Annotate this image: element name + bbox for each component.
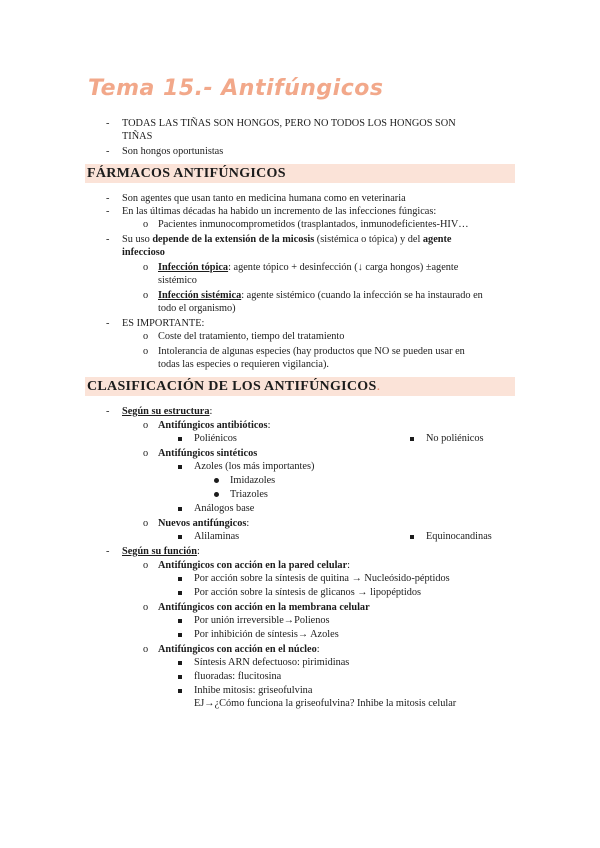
s1-topica-line1 — [158, 261, 458, 274]
estructura-g1-colon: : — [267, 420, 271, 431]
estructura-g3-item1: Alilaminas — [194, 531, 240, 542]
circle-marker: o — [143, 560, 149, 571]
dash-marker: - — [106, 546, 110, 557]
s1-bullet-2: En las últimas décadas ha habido un incremento de las infecciones fúngicas: — [122, 206, 437, 217]
s1-sistemica-text: : agente sistémico (cuando la infección se ha instaurado en — [241, 290, 483, 301]
square-marker — [178, 465, 182, 469]
estructura-label-line — [122, 405, 212, 418]
estructura-g1-item2: No poliénicos — [426, 433, 484, 444]
estructura-label: Según su estructura — [122, 406, 210, 417]
funcion-g1-colon: : — [347, 560, 351, 571]
estructura-g3-colon: : — [246, 518, 250, 529]
circle-marker: o — [143, 290, 149, 301]
estructura-g2-item1: Azoles (los más importantes) — [194, 461, 315, 472]
estructura-g2-label: Antifúngicos sintéticos — [158, 448, 258, 459]
estructura-g3-line — [158, 517, 249, 530]
estructura-g3-item2: Equinocandinas — [426, 531, 492, 542]
square-marker — [410, 535, 414, 539]
section-heading-farmacos: FÁRMACOS ANTIFÚNGICOS — [85, 164, 515, 183]
circle-marker: o — [143, 518, 149, 529]
square-marker — [178, 437, 182, 441]
s1-bullet-2-sub: Pacientes inmunocomprometidos (trasplantados, inmunodeficientes-HIV… — [158, 219, 469, 230]
funcion-g2-label: Antifúngicos con acción en la membrana celular — [158, 602, 370, 613]
funcion-g1-line — [158, 559, 350, 572]
intro-bullet-1-line2: TIÑAS — [122, 131, 153, 142]
funcion-g3-item3: Inhibe mitosis: griseofulvina — [194, 685, 313, 696]
funcion-g2-line — [158, 601, 370, 614]
dot-marker — [214, 492, 219, 497]
funcion-g3-note: EJ→¿Cómo funciona la griseofulvina? Inhibe la mitosis celular — [194, 698, 457, 709]
square-marker — [178, 535, 182, 539]
square-marker — [178, 675, 182, 679]
square-marker — [178, 689, 182, 693]
estructura-g2-line — [158, 447, 257, 460]
s1-b3-pre: Su uso — [122, 234, 153, 245]
funcion-g1-label: Antifúngicos con acción en la pared celular — [158, 560, 348, 571]
circle-marker: o — [143, 219, 149, 230]
estructura-g1-line — [158, 419, 270, 432]
s1-topica-text: : agente tópico + desinfección (↓ carga hongos) ±agente — [228, 262, 459, 273]
estructura-g1-label: Antifúngicos antibióticos — [158, 420, 268, 431]
section-heading-clasificacion — [85, 377, 515, 396]
square-marker — [178, 661, 182, 665]
funcion-g1-item1: Por acción sobre la síntesis de quitina → Nucleósido-péptidos — [194, 573, 450, 584]
funcion-g2-item2: Por inhibición de síntesis→ Azoles — [194, 629, 339, 640]
s1-bullet-3-line2 — [122, 246, 165, 259]
dash-marker: - — [106, 146, 110, 157]
square-marker — [178, 619, 182, 623]
dash-marker: - — [106, 193, 110, 204]
heading-dot: . — [376, 379, 381, 394]
square-marker — [178, 591, 182, 595]
s1-topica-line2: sistémico — [158, 275, 197, 286]
dash-marker: - — [106, 406, 110, 417]
estructura-colon: : — [209, 406, 213, 417]
s1-b4-sub1: Coste del tratamiento, tiempo del tratamiento — [158, 331, 345, 342]
square-marker — [178, 577, 182, 581]
funcion-label: Según su función — [122, 546, 197, 557]
funcion-g1-item2: Por acción sobre la síntesis de glicanos → lipopéptidos — [194, 587, 422, 598]
square-marker — [178, 507, 182, 511]
s1-b3-bold2: agente — [422, 234, 452, 245]
s1-sistemica-label: Infección sistémica — [158, 290, 242, 301]
dot-marker — [214, 478, 219, 483]
square-marker — [178, 633, 182, 637]
s1-b4-sub2-line1: Intolerancia de algunas especies (hay productos que NO se pueden usar en — [158, 346, 465, 357]
circle-marker: o — [143, 346, 149, 357]
circle-marker: o — [143, 331, 149, 342]
dash-marker: - — [106, 206, 110, 217]
s1-b3-line2-bold: infeccioso — [122, 247, 165, 258]
clasificacion-heading-text: CLASIFICACIÓN DE LOS ANTIFÚNGICOS — [87, 379, 377, 394]
circle-marker: o — [143, 420, 149, 431]
circle-marker: o — [143, 448, 149, 459]
estructura-g1-item1: Poliénicos — [194, 433, 237, 444]
circle-marker: o — [143, 262, 149, 273]
s1-b3-bold1: depende de la extensión de la micosis — [152, 234, 315, 245]
s1-topica-label: Infección tópica — [158, 262, 229, 273]
funcion-g3-label: Antifúngicos con acción en el núcleo — [158, 644, 317, 655]
estructura-g2-item2: Análogos base — [194, 503, 255, 514]
s1-bullet-1: Son agentes que usan tanto en medicina humana como en veterinaria — [122, 193, 406, 204]
circle-marker: o — [143, 602, 149, 613]
estructura-g3-label: Nuevos antifúngicos — [158, 518, 247, 529]
intro-bullet-2: Son hongos oportunistas — [122, 146, 224, 157]
s1-b4-sub2-line2: todas las especies o requieren vigilancia). — [158, 359, 329, 370]
intro-bullet-1-line1: TODAS LAS TIÑAS SON HONGOS, PERO NO TODOS LOS HONGOS SON — [122, 118, 456, 129]
funcion-g3-line — [158, 643, 320, 656]
dash-marker: - — [106, 118, 110, 129]
s1-bullet-3-line1 — [122, 233, 451, 246]
dash-marker: - — [106, 234, 110, 245]
circle-marker: o — [143, 644, 149, 655]
estructura-g2-sub2: Triazoles — [230, 489, 268, 500]
funcion-g3-colon: : — [316, 644, 320, 655]
s1-b3-mid: (sistémica o tópica) y del — [314, 234, 423, 245]
funcion-g2-item1: Por unión irreversible→Polienos — [194, 615, 330, 626]
dash-marker: - — [106, 318, 110, 329]
funcion-g3-item1: Síntesis ARN defectuoso: pirimidinas — [194, 657, 350, 668]
funcion-label-line — [122, 545, 200, 558]
s1-bullet-4: ES IMPORTANTE: — [122, 318, 205, 329]
estructura-g2-sub1: Imidazoles — [230, 475, 276, 486]
funcion-colon: : — [196, 546, 200, 557]
page-title: Tema 15.- Antifúngicos — [88, 76, 384, 101]
s1-sistemica-line1 — [158, 289, 483, 302]
funcion-g3-item2: fluoradas: flucitosina — [194, 671, 282, 682]
square-marker — [410, 437, 414, 441]
s1-sistemica-line2: todo el organismo) — [158, 303, 236, 314]
